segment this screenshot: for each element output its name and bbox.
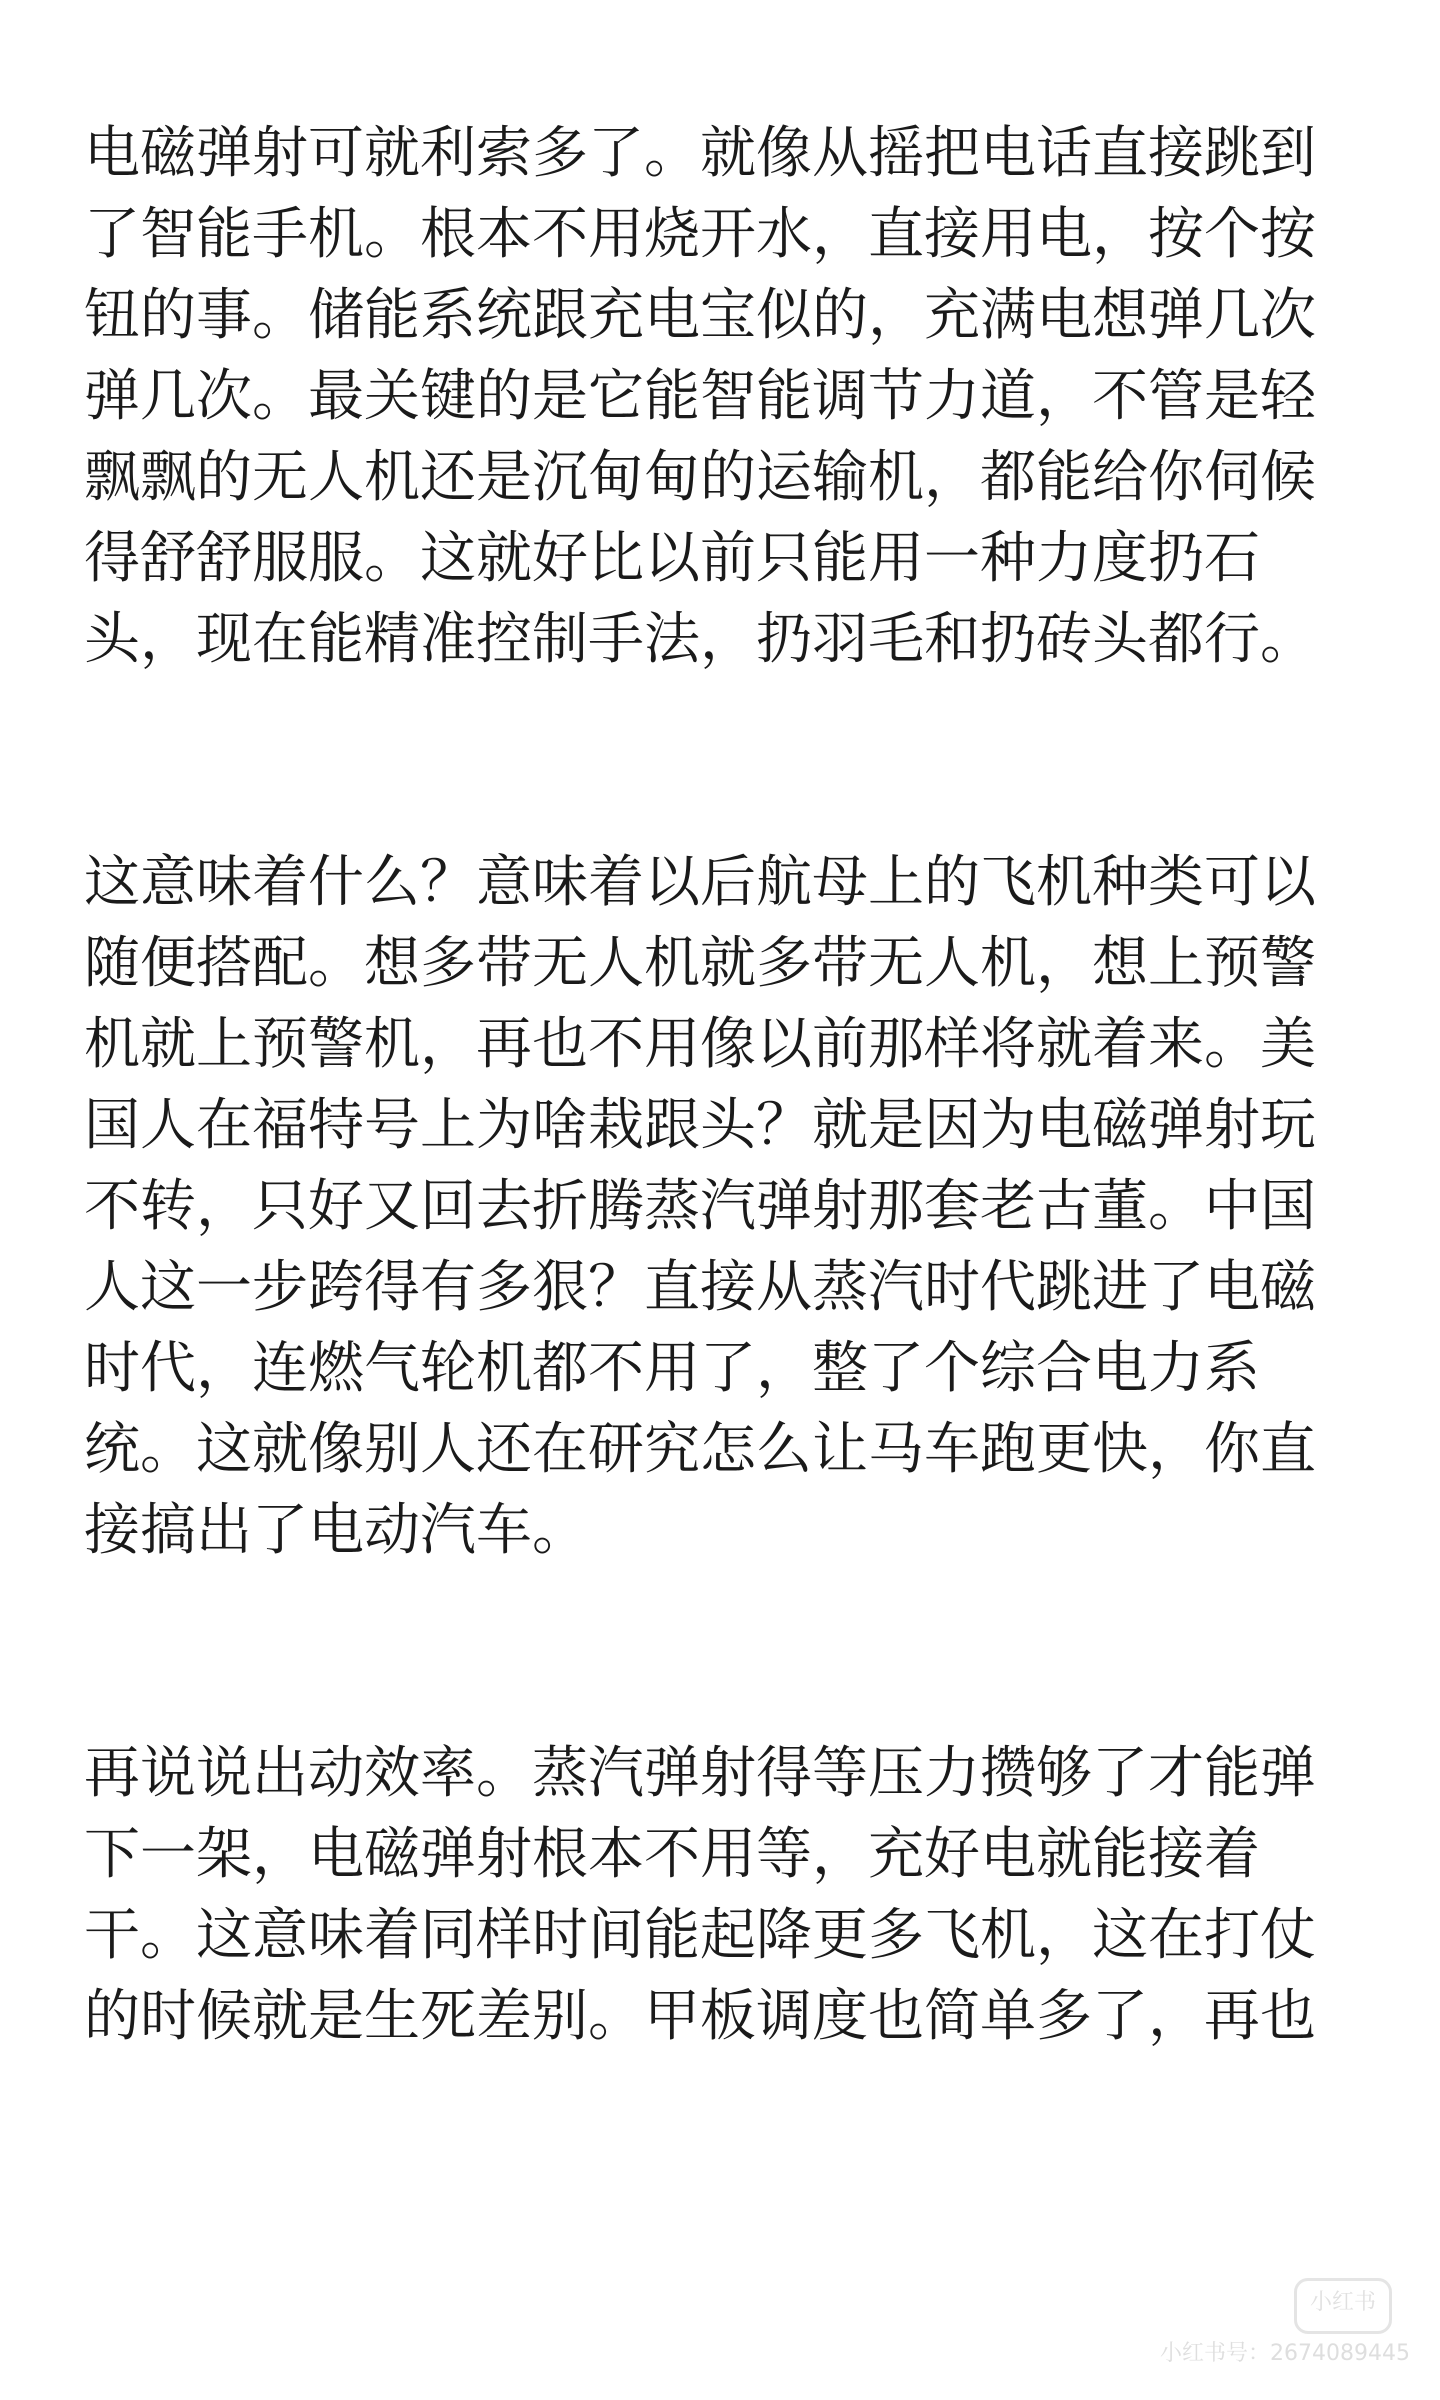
paragraph-spacer <box>84 1571 1364 1733</box>
paragraph-line: 下一架，电磁弹射根本不用等，充好电就能接着 <box>84 1822 1260 1887</box>
paragraph-line: 不转，只好又回去折腾蒸汽弹射那套老古董。中国 <box>84 1174 1316 1239</box>
paragraph-line: 随便搭配。想多带无人机就多带无人机，想上预警 <box>84 931 1316 996</box>
paragraph-line: 弹几次。最关键的是它能智能调节力道，不管是轻 <box>84 364 1316 429</box>
paragraph-line: 的时候就是生死差别。甲板调度也简单多了，再也 <box>84 1984 1316 2049</box>
article-body <box>84 113 1364 2057</box>
paragraph-line: 头，现在能精准控制手法，扔羽毛和扔砖头都行。 <box>84 607 1316 672</box>
paragraph-line: 统。这就像别人还在研究怎么让马车跑更快，你直 <box>84 1417 1316 1482</box>
watermark-logo: 小红书 <box>1294 2278 1392 2334</box>
paragraph-line: 了智能手机。根本不用烧开水，直接用电，按个按 <box>84 202 1316 267</box>
paragraph-line: 干。这意味着同样时间能起降更多飞机，这在打仗 <box>84 1903 1316 1968</box>
paragraph <box>84 842 1364 1571</box>
paragraph-line: 再说说出动效率。蒸汽弹射得等压力攒够了才能弹 <box>84 1741 1316 1806</box>
paragraph-line: 飘飘的无人机还是沉甸甸的运输机，都能给你伺候 <box>84 445 1316 510</box>
paragraph <box>84 113 1364 680</box>
paragraph-line: 接搞出了电动汽车。 <box>84 1498 588 1563</box>
paragraph-line: 电磁弹射可就利索多了。就像从摇把电话直接跳到 <box>84 121 1316 186</box>
paragraph-line: 这意味着什么？意味着以后航母上的飞机种类可以 <box>84 850 1316 915</box>
paragraph-line: 时代，连燃气轮机都不用了，整了个综合电力系 <box>84 1336 1260 1401</box>
paragraph-line: 得舒舒服服。这就好比以前只能用一种力度扔石 <box>84 526 1260 591</box>
paragraph-line: 钮的事。储能系统跟充电宝似的，充满电想弹几次 <box>84 283 1316 348</box>
paragraph-line: 人这一步跨得有多狠？直接从蒸汽时代跳进了电磁 <box>84 1255 1316 1320</box>
paragraph-spacer <box>84 680 1364 842</box>
watermark-account-id: 小红书号：2674089445 <box>1160 2341 1410 2366</box>
paragraph-line: 机就上预警机，再也不用像以前那样将就着来。美 <box>84 1012 1316 1077</box>
watermark <box>1080 2278 1410 2378</box>
paragraph <box>84 1733 1364 2057</box>
paragraph-line: 国人在福特号上为啥栽跟头？就是因为电磁弹射玩 <box>84 1093 1316 1158</box>
